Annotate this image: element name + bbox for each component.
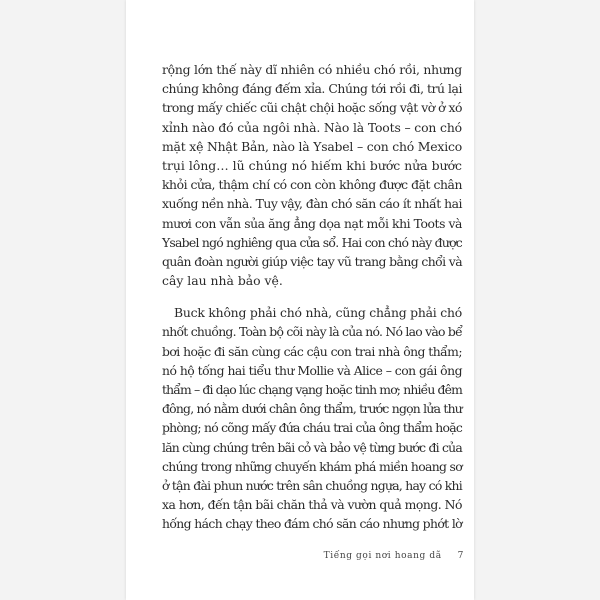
text-line: chúng không đáng đếm xỉa. Chúng tới rồi đi, trú lại <box>162 81 462 97</box>
text-line: quân đoàn người giúp việc tay vũ trang bằng chổi và <box>162 253 462 269</box>
text-line: phòng; nó cõng mấy đứa cháu trai của ông thẩm hoặc <box>162 420 462 436</box>
text-line: Ysabel ngó nghiêng qua cửa sổ. Hai con chó này được <box>162 234 462 250</box>
text-line: đông, nó nằm dưới chân ông thẩm, trước ngọn lửa thư <box>162 401 462 417</box>
book-page <box>126 0 474 600</box>
text-line: xuống nền nhà. Tuy vậy, đàn chó săn cáo ít nhất hai <box>162 196 462 212</box>
text-line: Buck không phải chó nhà, cũng chẳng phải chó <box>174 305 462 321</box>
text-line: rộng lớn thế này dĩ nhiên có nhiều chó rồi, nhưng <box>162 62 462 77</box>
text-line: hống hách chạy theo đám chó săn cáo nhưng phớt lờ <box>162 516 462 532</box>
text-line: nhốt chuồng. Toàn bộ cõi này là của nó. Nó lao vào bể <box>162 324 462 340</box>
paragraph <box>162 60 462 290</box>
text-line: chúng trong những chuyến khám phá miền hoang sơ <box>162 458 462 474</box>
text-line: bơi hoặc đi săn cùng các cậu con trai nhà ông thẩm; <box>162 343 462 359</box>
text-line: xa hơn, đến tận bãi chăn thả và vườn quả mọng. Nó <box>162 497 462 513</box>
paragraph <box>162 303 462 533</box>
text-line: nó hộ tống hai tiểu thư Mollie và Alice – con gái ông <box>162 362 462 378</box>
page-footer <box>126 551 464 561</box>
text-line: mươi con vẫn sủa ăng ẳng dọa nạt mỗi khi Toots và <box>162 215 462 231</box>
text-line: xỉnh nào đó của ngôi nhà. Nào là Toots – con chó <box>162 119 462 135</box>
text-line: lăn cùng chúng trên bãi cỏ và bảo vệ từng bước đi của <box>162 439 462 455</box>
text-line: khỏi cửa, thậm chí có con còn không được đặt chân <box>162 177 462 193</box>
text-line: trong mấy chiếc cũi chật chội hoặc sống vật vờ ở xó <box>162 100 462 116</box>
running-title: Tiếng gọi nơi hoang dã <box>323 551 442 561</box>
body-text <box>162 60 462 534</box>
page-number: 7 <box>457 551 464 561</box>
text-line: mặt xệ Nhật Bản, nào là Ysabel – con chó Mexico <box>162 138 462 154</box>
text-line: thẩm – đi dạo lúc chạng vạng hoặc tinh mơ; nhiều đêm <box>162 382 462 397</box>
paragraph-gap <box>162 290 462 303</box>
text-line: ở tận đài phun nước trên sân chuồng ngựa, hay có khi <box>162 477 462 493</box>
text-line: cây lau nhà bảo vệ. <box>162 273 283 289</box>
text-line: trụi lông… lũ chúng nó hiếm khi bước nửa bước <box>162 157 462 173</box>
